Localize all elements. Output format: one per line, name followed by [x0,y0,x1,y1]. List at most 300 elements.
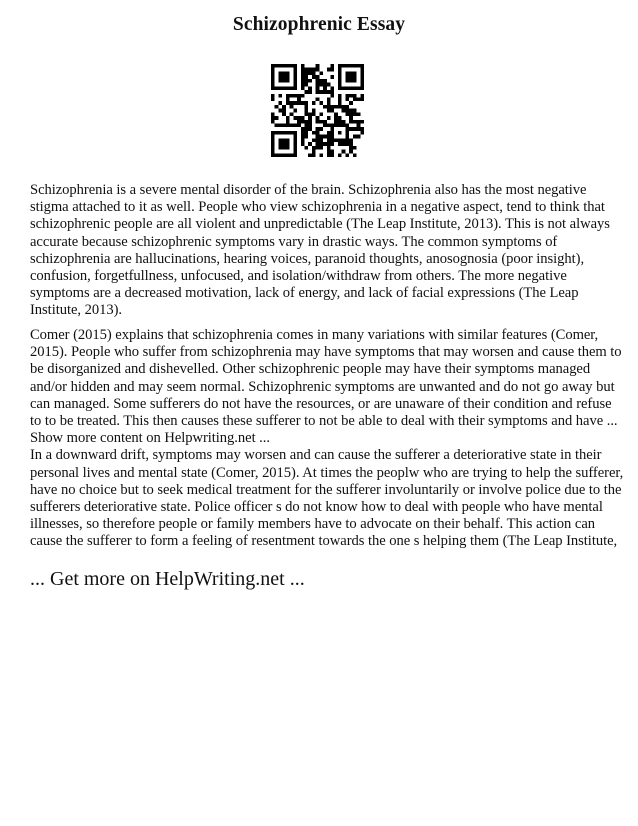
qr-module [304,79,308,83]
qr-module [304,131,308,135]
qr-module [312,101,316,105]
qr-module [282,131,286,135]
qr-module [278,75,282,79]
qr-module [342,124,346,128]
essay-paragraph-2 [30,327,624,551]
qr-module [290,131,294,135]
qr-module [316,120,320,124]
qr-module [338,101,342,105]
qr-module [312,75,316,79]
qr-module [353,146,357,150]
qr-module [360,127,364,131]
qr-module [304,83,308,87]
qr-module [327,90,331,94]
qr-module [323,124,327,128]
paragraph-line: can managed. Some sufferers do not have the resources, or are unaware of their condition and refuse [30,395,612,412]
qr-module [345,135,349,139]
qr-module [271,68,275,72]
qr-module [271,135,275,139]
qr-module [293,153,297,157]
qr-module [316,138,320,142]
qr-module [316,135,320,139]
qr-module [278,71,282,75]
qr-module [312,150,316,154]
qr-module [316,146,320,150]
qr-module [349,79,353,83]
qr-module [286,124,290,128]
qr-module [271,86,275,90]
qr-module [331,150,335,154]
qr-module [278,138,282,142]
qr-module [286,131,290,135]
qr-module [349,94,353,98]
qr-module [338,71,342,75]
paragraph-line: cause the sufferer to form a feeling of resentment towards the one s helping them (The Leap Institute, [30,533,618,550]
qr-module [271,120,275,124]
qr-module [338,79,342,83]
qr-module [338,116,342,120]
qr-module [293,138,297,142]
qr-module [301,64,305,68]
qr-module [357,135,361,139]
paragraph-line: Institute, 2013). [30,302,122,319]
qr-module [293,124,297,128]
qr-module [360,83,364,87]
qr-module [334,105,338,109]
qr-module [293,101,297,105]
qr-module [293,131,297,135]
qr-module [334,116,338,120]
qr-module [319,127,323,131]
paragraph-line: illnesses, so therefore people or family members have to advocate on their behalf. This action can [30,516,596,533]
qr-module [293,64,297,68]
qr-module [304,120,308,124]
qr-module [319,138,323,142]
qr-module [290,64,294,68]
paragraph-line: accurate because schizophrenic symptoms vary in drastic ways. The common symptoms of [30,233,558,250]
qr-module [312,146,316,150]
qr-module [308,153,312,157]
qr-module [349,75,353,79]
qr-module [301,79,305,83]
qr-module [297,116,301,120]
qr-module [349,71,353,75]
paragraph-line: 2015). People who suffer from schizophrenia may have symptoms that may worsen and cause them to [30,344,622,361]
qr-module [304,101,308,105]
qr-module [308,120,312,124]
qr-module [271,112,275,116]
qr-module [271,116,275,120]
qr-module [345,131,349,135]
paragraph-line: symptoms are a decreased motivation, lack of energy, and lack of facial expressions (The Leap [30,285,579,302]
qr-module [327,153,331,157]
qr-module [331,75,335,79]
qr-module [342,138,346,142]
paragraph-line: have no choice but to seek medical treatment for the sufferer involuntarily or involve police due to the [30,481,622,498]
qr-module [331,94,335,98]
qr-module [282,138,286,142]
qr-module [349,109,353,113]
qr-code-icon[interactable] [271,64,364,157]
qr-module [271,83,275,87]
qr-module [349,120,353,124]
qr-module [282,112,286,116]
qr-module [275,153,279,157]
qr-module [323,105,327,109]
qr-module [290,94,294,98]
qr-module [275,131,279,135]
get-more-link[interactable]: ... Get more on HelpWriting.net ... [30,568,305,590]
qr-module [331,105,335,109]
qr-module [319,79,323,83]
page-title: Schizophrenic Essay [232,14,406,35]
qr-module [353,71,357,75]
qr-module [271,150,275,154]
qr-module [286,64,290,68]
qr-module [345,127,349,131]
qr-module [271,64,275,68]
qr-module [323,90,327,94]
qr-module [297,97,301,101]
qr-module [331,68,335,72]
qr-module [319,142,323,146]
qr-module [286,146,290,150]
qr-module [357,64,361,68]
qr-module [353,75,357,79]
qr-module [319,101,323,105]
qr-module [308,71,312,75]
qr-module [342,150,346,154]
qr-module [338,153,342,157]
paragraph-line: be disorganized and dishevelled. Other schizophrenic people may have their symptoms managed [30,361,591,378]
qr-module [323,86,327,90]
qr-module [327,97,331,101]
paragraph-line: and/or hidden and may seem normal. Schizophrenic symptoms are unwanted and do not go away but [30,378,615,395]
show-more-link[interactable]: Show more content on Helpwriting.net ... [30,430,270,447]
qr-module [275,64,279,68]
qr-module [357,120,361,124]
qr-module [304,127,308,131]
qr-module [278,64,282,68]
qr-module [345,105,349,109]
qr-module [271,131,275,135]
qr-module [360,120,364,124]
qr-module [312,68,316,72]
qr-module [349,138,353,142]
qr-module [304,109,308,113]
qr-module [286,94,290,98]
qr-module [308,68,312,72]
qr-module [357,124,361,128]
qr-module [316,64,320,68]
essay-paragraph-1 [30,182,610,320]
qr-module [338,142,342,146]
qr-module [290,124,294,128]
qr-module [319,120,323,124]
qr-module [345,79,349,83]
qr-module [308,112,312,116]
qr-module [327,146,331,150]
qr-module [334,120,338,124]
qr-module [349,142,353,146]
qr-module [282,146,286,150]
qr-module [327,150,331,154]
qr-module [338,94,342,98]
qr-module [275,86,279,90]
qr-module [360,75,364,79]
qr-module [334,124,338,128]
qr-module [304,105,308,109]
qr-module [290,101,294,105]
qr-module [271,75,275,79]
paragraph-line: In a downward drift, symptoms may worsen and can cause the sufferer a deteriorative state in their [30,447,602,464]
qr-module [278,146,282,150]
paragraph-line: personal lives and mental state (Comer, 2015). At times the peoplw who are trying to help the sufferer, [30,464,624,481]
qr-module [357,112,361,116]
qr-module [271,79,275,83]
qr-module [316,79,320,83]
qr-module [297,124,301,128]
qr-module [349,64,353,68]
qr-module [316,86,320,90]
qr-module [278,101,282,105]
paragraph-line: Comer (2015) explains that schizophrenia comes in many variations with similar features (Comer, [30,327,599,343]
qr-module [286,116,290,120]
qr-module [338,131,342,135]
qr-module [278,79,282,83]
qr-module [312,131,316,135]
qr-module [304,124,308,128]
qr-module [316,83,320,87]
qr-module [342,109,346,113]
qr-module [301,127,305,131]
qr-module [286,138,290,142]
qr-module [293,150,297,154]
qr-module [327,105,331,109]
qr-module [349,146,353,150]
qr-module [282,105,286,109]
qr-module [338,120,342,124]
qr-module [293,135,297,139]
qr-module [331,142,335,146]
qr-module [282,75,286,79]
qr-module [327,116,331,120]
qr-module [286,142,290,146]
qr-module [345,124,349,128]
qr-module [308,127,312,131]
paragraph-line: sufferers deteriorative state. Police officer s do not know how to deal with people who have mental [30,499,603,516]
qr-module [271,97,275,101]
qr-module [301,138,305,142]
qr-module [312,109,316,113]
qr-module [349,116,353,120]
qr-module [286,101,290,105]
qr-module [278,142,282,146]
qr-module [323,83,327,87]
qr-module [327,142,331,146]
qr-module [345,75,349,79]
qr-module [301,131,305,135]
qr-module [304,68,308,72]
qr-module [304,135,308,139]
qr-module [316,97,320,101]
qr-module [278,131,282,135]
qr-module [357,97,361,101]
qr-module [323,142,327,146]
qr-module [308,124,312,128]
qr-module [316,131,320,135]
qr-module [342,64,346,68]
qr-module [301,86,305,90]
qr-module [290,112,294,116]
qr-module [331,131,335,135]
qr-module [312,153,316,157]
qr-module [349,86,353,90]
qr-module [342,142,346,146]
qr-module [342,86,346,90]
qr-module [282,153,286,157]
qr-module [360,94,364,98]
qr-module [345,94,349,98]
qr-module [338,75,342,79]
qr-module [345,109,349,113]
qr-module [301,142,305,146]
qr-module [360,97,364,101]
qr-module [271,94,275,98]
qr-module [290,153,294,157]
qr-module [271,146,275,150]
qr-module [353,135,357,139]
qr-module [293,79,297,83]
qr-module [349,150,353,154]
qr-module [308,142,312,146]
qr-module [331,109,335,113]
qr-module [327,83,331,87]
qr-module [293,116,297,120]
qr-module [338,138,342,142]
qr-module [286,153,290,157]
qr-module [293,71,297,75]
qr-module [297,101,301,105]
paragraph-line: confusion, forgetfullness, unfocused, and isolation/withdraw from others. The more negative [30,268,567,285]
qr-module [286,86,290,90]
qr-module [312,71,316,75]
qr-module [353,112,357,116]
qr-module [345,138,349,142]
qr-module [349,112,353,116]
qr-module [282,142,286,146]
paragraph-line: Schizophrenia is a severe mental disorder of the brain. Schizophrenia also has the most negative [30,182,587,198]
qr-module [282,71,286,75]
qr-module [275,116,279,120]
qr-module [271,71,275,75]
qr-module [316,142,320,146]
qr-module [301,120,305,124]
qr-module [331,138,335,142]
qr-module [331,86,335,90]
qr-module [349,127,353,131]
qr-module [293,86,297,90]
qr-module [286,71,290,75]
qr-module [338,124,342,128]
qr-module [282,109,286,113]
qr-module [278,109,282,113]
qr-module [353,120,357,124]
qr-module [334,138,338,142]
qr-module [345,153,349,157]
qr-module [293,142,297,146]
qr-module [327,68,331,72]
qr-module [271,138,275,142]
qr-module [304,112,308,116]
qr-module [327,135,331,139]
qr-module [319,112,323,116]
qr-module [338,97,342,101]
qr-module [331,135,335,139]
qr-module [319,90,323,94]
qr-module [316,75,320,79]
qr-module [282,86,286,90]
qr-module [331,153,335,157]
qr-module [342,120,346,124]
qr-module [319,153,323,157]
qr-module [301,94,305,98]
qr-module [275,105,279,109]
qr-module [308,90,312,94]
qr-module [327,124,331,128]
qr-module [331,90,335,94]
qr-module [323,135,327,139]
qr-module [338,86,342,90]
qr-module [338,105,342,109]
qr-module [301,75,305,79]
qr-module [312,112,316,116]
qr-module [323,79,327,83]
qr-module [286,79,290,83]
qr-module [316,90,320,94]
qr-module [301,83,305,87]
qr-module [342,105,346,109]
qr-module [319,71,323,75]
qr-module [275,124,279,128]
qr-module [338,83,342,87]
qr-module [271,142,275,146]
qr-module [308,86,312,90]
qr-module [286,75,290,79]
qr-module [308,116,312,120]
qr-module [286,120,290,124]
qr-module [353,127,357,131]
qr-module [331,127,335,131]
qr-module [327,131,331,135]
qr-module [349,101,353,105]
qr-module [338,64,342,68]
qr-module [319,146,323,150]
qr-module [286,97,290,101]
qr-module [353,109,357,113]
qr-module [353,86,357,90]
qr-module [345,71,349,75]
qr-module [293,83,297,87]
qr-module [360,86,364,90]
qr-module [357,86,361,90]
qr-module [312,138,316,142]
qr-module [304,75,308,79]
qr-module [282,124,286,128]
qr-module [353,153,357,157]
qr-module [316,116,320,120]
qr-module [282,79,286,83]
